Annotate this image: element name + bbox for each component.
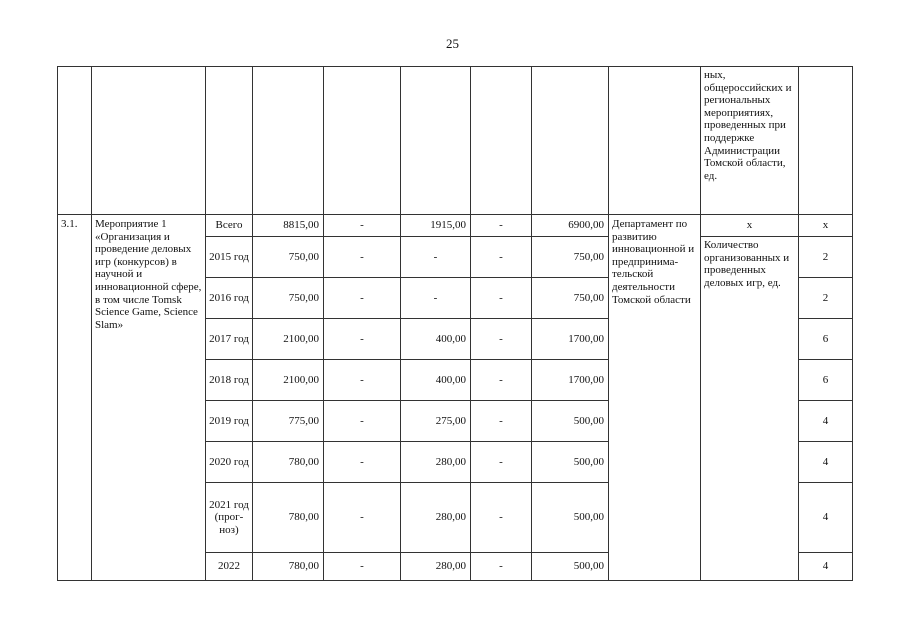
period-cell: 2021 год (прог-ноз) (206, 483, 253, 553)
extra-cell: 1700,00 (532, 360, 609, 401)
regional-cell: - (401, 278, 471, 319)
total-cell: 780,00 (253, 483, 324, 553)
federal-cell: - (324, 483, 401, 553)
period-cell: 2017 год (206, 319, 253, 360)
value-cell: 4 (799, 442, 853, 483)
total-cell: 750,00 (253, 237, 324, 278)
local-cell: - (471, 215, 532, 237)
local-cell: - (471, 442, 532, 483)
federal-cell: - (324, 401, 401, 442)
extra-cell: 500,00 (532, 442, 609, 483)
page-number: 25 (446, 36, 459, 51)
period-cell: Всего (206, 215, 253, 237)
executor-cell: Департамент по развитию инновационной и предпринима-тельской деятельности Томской области (609, 215, 701, 581)
value-cell: 6 (799, 319, 853, 360)
local-cell: - (471, 483, 532, 553)
federal-cell: - (324, 442, 401, 483)
extra-cell: 500,00 (532, 483, 609, 553)
regional-cell: - (401, 237, 471, 278)
total-cell: 775,00 (253, 401, 324, 442)
value-cell: 6 (799, 360, 853, 401)
extra-cell: 750,00 (532, 237, 609, 278)
regional-cell: 400,00 (401, 319, 471, 360)
extra-cell: 1700,00 (532, 319, 609, 360)
period-cell: 2018 год (206, 360, 253, 401)
total-cell: 2100,00 (253, 360, 324, 401)
total-cell: 780,00 (253, 442, 324, 483)
total-cell: 750,00 (253, 278, 324, 319)
regional-cell: 1915,00 (401, 215, 471, 237)
table-row (58, 215, 853, 237)
federal-cell: - (324, 237, 401, 278)
federal-cell: - (324, 319, 401, 360)
period-cell: 2022 (206, 553, 253, 581)
regional-cell: 275,00 (401, 401, 471, 442)
indicator-continuation: ных, общероссийских и региональных мероприятиях, проведенных при поддержке Администрации Томской области, ед. (701, 67, 799, 215)
extra-cell: 6900,00 (532, 215, 609, 237)
local-cell: - (471, 553, 532, 581)
regional-cell: 280,00 (401, 442, 471, 483)
indicator-x: х (701, 215, 799, 237)
item-name: Мероприятие 1 «Организация и проведение деловых игр (конкурсов) в научной и инновационной сфере, в том числе Tomsk Science Game, Science Slam» (92, 215, 206, 581)
extra-cell: 500,00 (532, 401, 609, 442)
indicator-name: Количество организованных и проведенных деловых игр, ед. (701, 237, 799, 581)
local-cell: - (471, 237, 532, 278)
local-cell: - (471, 401, 532, 442)
value-cell: 4 (799, 553, 853, 581)
total-cell: 780,00 (253, 553, 324, 581)
local-cell: - (471, 360, 532, 401)
period-cell: 2015 год (206, 237, 253, 278)
program-table (57, 66, 853, 581)
federal-cell: - (324, 360, 401, 401)
regional-cell: 400,00 (401, 360, 471, 401)
item-number: 3.1. (58, 215, 92, 581)
value-cell: 4 (799, 483, 853, 553)
value-cell: х (799, 215, 853, 237)
period-cell: 2019 год (206, 401, 253, 442)
value-cell: 4 (799, 401, 853, 442)
extra-cell: 500,00 (532, 553, 609, 581)
continuation-row (58, 67, 853, 215)
extra-cell: 750,00 (532, 278, 609, 319)
federal-cell: - (324, 553, 401, 581)
period-cell: 2016 год (206, 278, 253, 319)
total-cell: 2100,00 (253, 319, 324, 360)
local-cell: - (471, 278, 532, 319)
federal-cell: - (324, 215, 401, 237)
local-cell: - (471, 319, 532, 360)
regional-cell: 280,00 (401, 483, 471, 553)
period-cell: 2020 год (206, 442, 253, 483)
value-cell: 2 (799, 237, 853, 278)
value-cell: 2 (799, 278, 853, 319)
total-cell: 8815,00 (253, 215, 324, 237)
regional-cell: 280,00 (401, 553, 471, 581)
federal-cell: - (324, 278, 401, 319)
